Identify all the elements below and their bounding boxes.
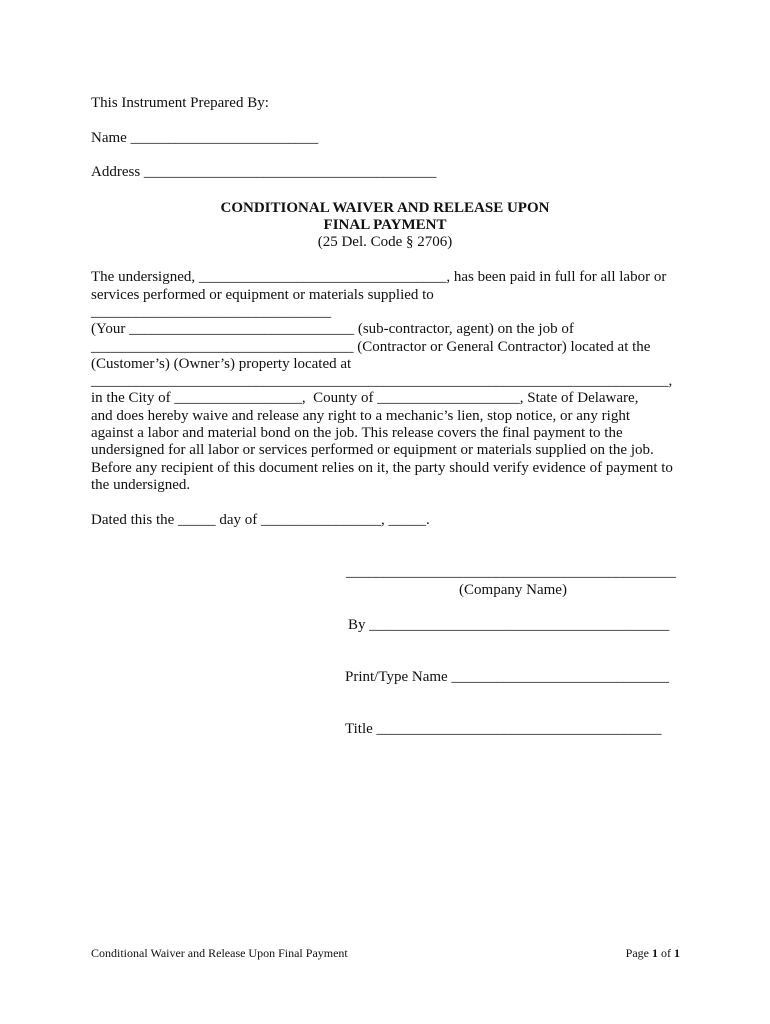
body-line: undersigned for all labor or services performed or equipment or materials supplied on the job. — [91, 442, 654, 458]
statute-citation: (25 Del. Code § 2706) — [317, 234, 453, 250]
current-page: 1 — [652, 946, 658, 960]
body-line: The undersigned, _________________________________, has been paid in full for all labor or — [91, 269, 667, 285]
total-pages: 1 — [674, 946, 680, 960]
body-line: in the City of _________________, County of ___________________, State of Delaware, — [91, 390, 639, 406]
dated-line: Dated this the _____ day of ________________, _____. — [91, 512, 430, 528]
body-line: (Your ______________________________ (sub-contractor, agent) on the job of — [91, 321, 574, 337]
footer-page-number — [626, 946, 680, 960]
body-line: and does hereby waive and release any right to a mechanic’s lien, stop notice, or any right — [91, 408, 630, 424]
body-line: against a labor and material bond on the job. This release covers the final payment to the — [91, 425, 623, 441]
company-name-label: (Company Name) — [459, 582, 567, 598]
body-line: ___________________________________ (Contractor or General Contractor) located at the — [91, 339, 651, 355]
body-line: services performed or equipment or materials supplied to — [91, 287, 434, 303]
company-name-line: ____________________________________________ — [346, 564, 676, 580]
body-line: (Customer’s) (Owner’s) property located at — [91, 356, 352, 372]
by-signature-line: By ________________________________________ — [348, 617, 670, 633]
preparer-name-line: Name _________________________ — [91, 130, 319, 146]
body-line: the undersigned. — [91, 477, 191, 493]
document-title-line1: CONDITIONAL WAIVER AND RELEASE UPON — [220, 200, 550, 216]
body-line: Before any recipient of this document relies on it, the party should verify evidence of payment to — [91, 460, 673, 476]
body-line: ________________________________ — [91, 304, 331, 320]
footer-document-title: Conditional Waiver and Release Upon Final Payment — [91, 946, 348, 960]
prepared-by-heading: This Instrument Prepared By: — [91, 95, 269, 111]
body-line: _____________________________________________________________________________, — [91, 373, 673, 389]
page-prefix: Page — [625, 946, 652, 960]
signer-title-line: Title ______________________________________ — [345, 721, 662, 737]
print-name-line: Print/Type Name _____________________________ — [345, 669, 669, 685]
document-title-line2: FINAL PAYMENT — [323, 217, 447, 233]
page-separator: of — [658, 946, 674, 960]
preparer-address-line: Address _______________________________________ — [91, 164, 437, 180]
